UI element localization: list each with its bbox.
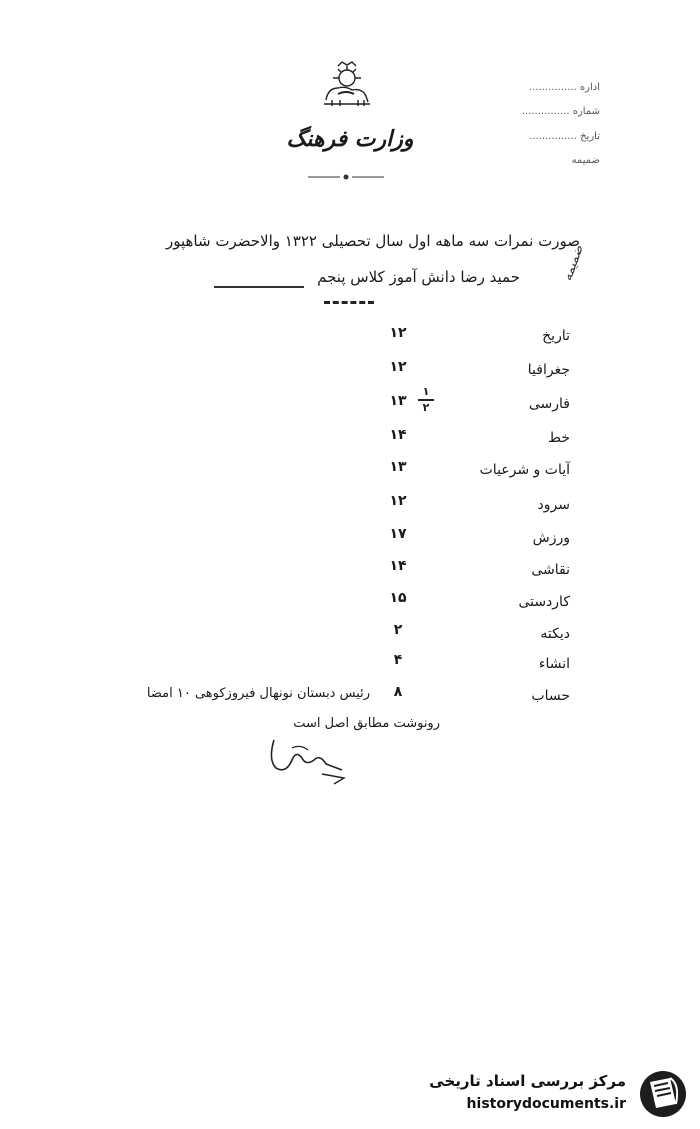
subject-name: فارسی: [528, 396, 570, 412]
subject-grade: ۱۲: [389, 359, 407, 375]
footer-logo: [418, 1066, 698, 1122]
subject-grade: ۱۵: [389, 590, 407, 606]
intro-line-1: صورت نمرات سه ماهه اول سال تحصیلی ۱۳۲۲ والاحضرت شاهپور: [166, 232, 580, 250]
subject-name: انشاء: [538, 656, 570, 672]
field-office-label: اداره: [579, 82, 600, 93]
fraction-numerator: ۱: [422, 385, 430, 398]
intro-line-2: حمید رضا دانش آموز کلاس پنجم: [317, 268, 520, 286]
lion-and-sun-emblem: [318, 60, 376, 110]
field-attachment: [572, 155, 600, 166]
field-office: [529, 82, 600, 93]
ministry-title: وزارت فرهنگ: [286, 126, 414, 152]
subject-name: خط: [548, 430, 570, 446]
certified-copy-note: رونوشت مطابق اصل است: [293, 716, 440, 731]
field-number-dots: ...............: [521, 106, 570, 117]
handwritten-signature: [262, 730, 352, 786]
principal-signature-line: رئیس دبستان نونهال فیروزکوهی ۱۰ امضا: [146, 686, 370, 701]
subject-name: ورزش: [532, 530, 570, 546]
title-flourish: [306, 166, 386, 174]
subject-grade: ۴: [393, 652, 403, 668]
footer-center-name: مرکز بررسی اسناد تاریخی: [429, 1072, 626, 1090]
field-date-label: تاریخ: [580, 131, 600, 142]
subject-name: سرود: [537, 497, 570, 513]
subject-name: آیات و شرعیات: [479, 462, 570, 478]
subject-grade: ۱۳: [389, 393, 407, 409]
subject-name: کاردستی: [518, 594, 570, 610]
footer-site: historydocuments.ir: [466, 1096, 626, 1112]
field-attachment-label: ضمیمه: [571, 155, 600, 166]
subject-grade: ۱۳: [389, 459, 407, 475]
fraction-denominator: ۲: [422, 401, 430, 414]
intro-underline: [214, 286, 304, 288]
field-date: [529, 131, 600, 142]
field-number: [522, 106, 600, 117]
subject-name: نقاشی: [531, 562, 570, 578]
document-logo-icon: [636, 1068, 690, 1120]
subject-name: تاریخ: [542, 328, 570, 344]
subject-grade: ۸: [393, 684, 403, 700]
margin-note: ضمیمه: [560, 243, 587, 284]
subject-grade: ۱۴: [389, 427, 407, 443]
subject-grade: ۱۲: [389, 325, 407, 341]
field-date-dots: ...............: [529, 131, 577, 142]
subject-name: دیکته: [540, 626, 570, 642]
subject-grade: ۱۴: [389, 558, 407, 574]
subject-grade: ۱۲: [389, 493, 407, 509]
subject-name: حساب: [531, 688, 570, 704]
separator-dashes: [324, 301, 374, 307]
subject-grade: ۱۷: [389, 526, 407, 542]
field-number-label: شماره: [572, 106, 600, 117]
grade-fraction: [418, 386, 434, 414]
subject-grade: ۲: [393, 622, 403, 638]
field-office-dots: ...............: [529, 82, 577, 93]
subject-name: جغرافیا: [527, 362, 570, 378]
